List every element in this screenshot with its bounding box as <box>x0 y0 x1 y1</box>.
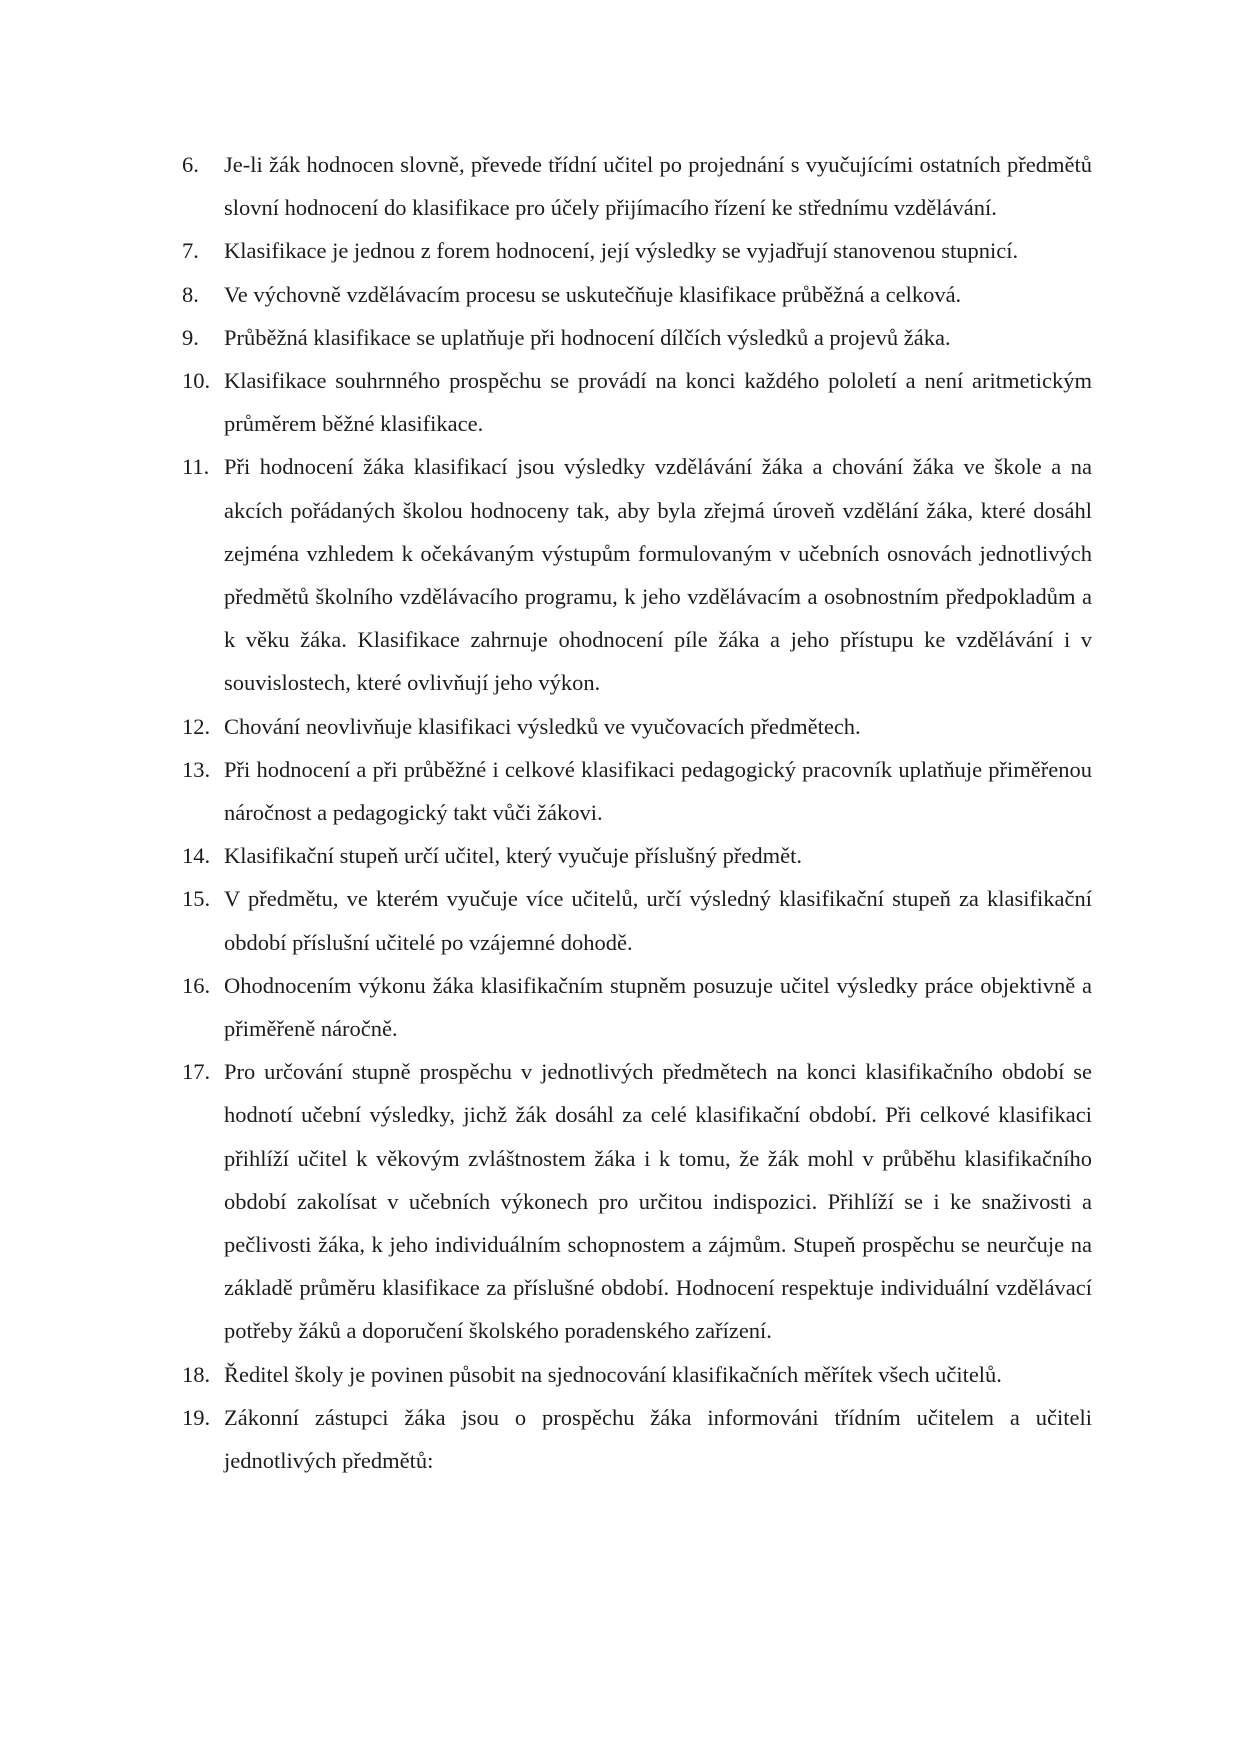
item-number: 18. <box>182 1361 211 1387</box>
list-item <box>182 316 1092 359</box>
item-number: 14. <box>182 843 211 869</box>
list-item <box>182 445 1092 704</box>
item-number: 12. <box>182 713 211 739</box>
list-item <box>182 143 1092 229</box>
list-item <box>182 877 1092 963</box>
item-number: 7. <box>182 238 199 264</box>
item-number: 9. <box>182 324 199 350</box>
item-number: 16. <box>182 972 211 998</box>
item-text: Zákonní zástupci žáka jsou o prospěchu žáka informováni třídním učitelem a učiteli jednotlivých předmětů: <box>224 1404 1092 1474</box>
item-text: Při hodnocení žáka klasifikací jsou výsledky vzdělávání žáka a chování žáka ve škole a na akcích pořádaných školou hodnoceny tak, aby byla zřejmá úroveň vzdělání žáka, které dosáhl zejména vzhledem k očekávaným výstupům formulovaným v učebních osnovách jednotlivých předmětů školního vzdělávacího programu, k jeho vzdělávacím a osobnostním předpokladům a k věku žáka. Klasifikace zahrnuje ohodnocení píle žáka a jeho přístupu ke vzdělávání i v souvislostech, které ovlivňují jeho výkon. <box>224 454 1092 696</box>
item-text: Ředitel školy je povinen působit na sjednocování klasifikačních měřítek všech učitelů. <box>224 1361 1002 1387</box>
item-number: 17. <box>182 1059 211 1085</box>
list-item <box>182 748 1092 834</box>
item-text: Ohodnocením výkonu žáka klasifikačním stupněm posuzuje učitel výsledky práce objektivně a přiměřeně náročně. <box>224 972 1092 1042</box>
item-text: Chování neovlivňuje klasifikaci výsledků ve vyučovacích předmětech. <box>224 713 861 739</box>
item-number: 6. <box>182 152 199 177</box>
list-item <box>182 359 1092 445</box>
item-text: Při hodnocení a při průběžné i celkové klasifikaci pedagogický pracovník uplatňuje přiměřenou náročnost a pedagogický takt vůči žákovi. <box>224 756 1092 826</box>
item-number: 15. <box>182 886 211 912</box>
item-number: 11. <box>182 454 210 480</box>
item-text: Ve výchovně vzdělávacím procesu se uskutečňuje klasifikace průběžná a celková. <box>224 281 962 307</box>
item-number: 10. <box>182 368 211 394</box>
item-text: Klasifikační stupeň určí učitel, který vyučuje příslušný předmět. <box>224 843 802 869</box>
list-item <box>182 834 1092 877</box>
item-number: 13. <box>182 756 211 782</box>
item-text: Průběžná klasifikace se uplatňuje při hodnocení dílčích výsledků a projevů žáka. <box>224 324 951 350</box>
item-text: Klasifikace souhrnného prospěchu se provádí na konci každého pololetí a není aritmetickým průměrem běžné klasifikace. <box>224 368 1092 437</box>
item-text: Pro určování stupně prospěchu v jednotlivých předmětech na konci klasifikačního období se hodnotí učební výsledky, jichž žák dosáhl za celé klasifikační období. Při celkové klasifikaci přihlíží učitel k věkovým zvláštnostem žáka i k tomu, že žák mohl v průběhu klasifikačního období zakolísat v učebních výkonech pro určitou indispozici. Přihlíží se i ke snaživosti a pečlivosti žáka, k jeho individuálním schopnostem a zájmům. Stupeň prospěchu se neurčuje na základě průměru klasifikace za příslušné období. Hodnocení respektuje individuální vzdělávací potřeby žáků a doporučení školského poradenského zařízení. <box>224 1059 1092 1344</box>
item-text: Klasifikace je jednou z forem hodnocení, její výsledky se vyjadřují stanovenou stupnicí. <box>224 238 1019 264</box>
item-number: 8. <box>182 281 199 307</box>
numbered-list <box>182 143 1092 1482</box>
list-item <box>182 273 1092 316</box>
list-item <box>182 964 1092 1050</box>
list-item <box>182 705 1092 748</box>
list-item <box>182 1050 1092 1352</box>
item-text: Je-li žák hodnocen slovně, převede třídní učitel po projednání s vyučujícími ostatních předmětů slovní hodnocení do klasifikace pro účely přijímacího řízení ke střednímu vzdělávání. <box>224 152 1092 221</box>
item-text: V předmětu, ve kterém vyučuje více učitelů, určí výsledný klasifikační stupeň za klasifikační období příslušní učitelé po vzájemné dohodě. <box>224 886 1092 955</box>
item-number: 19. <box>182 1404 211 1430</box>
list-item <box>182 229 1092 272</box>
list-item <box>182 1353 1092 1396</box>
list-item <box>182 1396 1092 1482</box>
